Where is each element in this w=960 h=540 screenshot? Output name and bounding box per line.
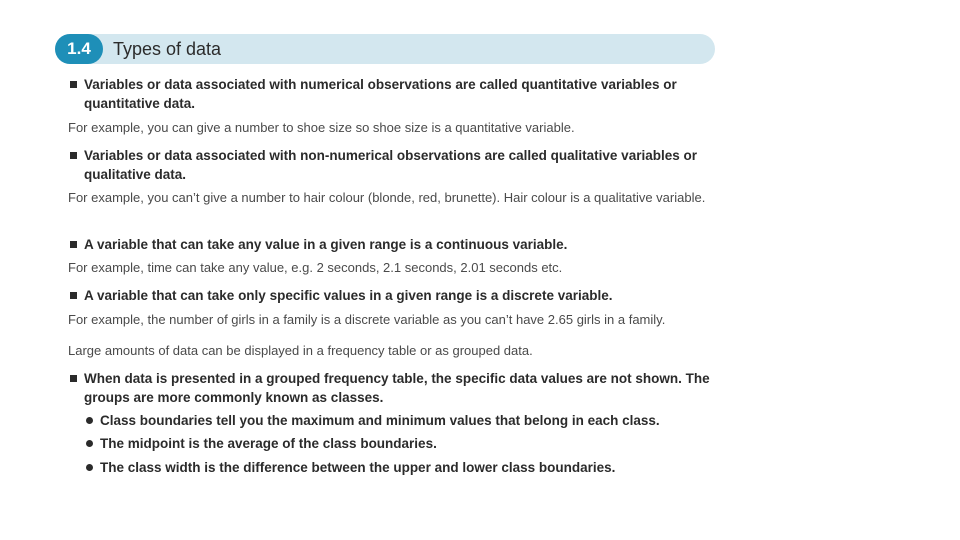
square-bullet-icon	[70, 241, 77, 248]
square-bullet-icon	[70, 152, 77, 159]
definition-continuous: A variable that can take any value in a given range is a continuous variable.	[84, 237, 568, 252]
square-bullet-icon	[70, 292, 77, 299]
sub-bullet-class-boundaries: Class boundaries tell you the maximum and minimum values that belong in each class.	[100, 413, 660, 428]
example-discrete: For example, the number of girls in a family is a discrete variable as you can’t have 2.65 girls in a family.	[68, 312, 666, 327]
section-number-badge: 1.4	[55, 34, 103, 64]
example-quantitative: For example, you can give a number to shoe size so shoe size is a quantitative variable.	[68, 120, 575, 135]
section-header	[55, 34, 715, 64]
round-bullet-icon	[86, 417, 93, 424]
definition-discrete: A variable that can take only specific values in a given range is a discrete variable.	[84, 288, 613, 303]
definition-grouped-frequency: When data is presented in a grouped frequency table, the specific data values are not shown. The groups are more commonly known as classes.	[84, 371, 710, 405]
section-title: Types of data	[113, 39, 222, 59]
grouped-data-note: Large amounts of data can be displayed in a frequency table or as grouped data.	[68, 343, 533, 358]
square-bullet-icon	[70, 81, 77, 88]
square-bullet-icon	[70, 375, 77, 382]
round-bullet-icon	[86, 464, 93, 471]
round-bullet-icon	[86, 440, 93, 447]
sub-bullet-class-width: The class width is the difference between the upper and lower class boundaries.	[100, 460, 616, 475]
example-continuous: For example, time can take any value, e.g. 2 seconds, 2.1 seconds, 2.01 seconds etc.	[68, 260, 563, 275]
definition-quantitative: Variables or data associated with numerical observations are called quantitative variables or quantitative data.	[84, 77, 677, 111]
sub-bullet-midpoint: The midpoint is the average of the class boundaries.	[100, 436, 437, 451]
example-qualitative: For example, you can’t give a number to hair colour (blonde, red, brunette). Hair colour is a qualitative variable.	[68, 190, 706, 205]
definition-qualitative: Variables or data associated with non-numerical observations are called qualitative variables or qualitative data.	[84, 148, 697, 182]
